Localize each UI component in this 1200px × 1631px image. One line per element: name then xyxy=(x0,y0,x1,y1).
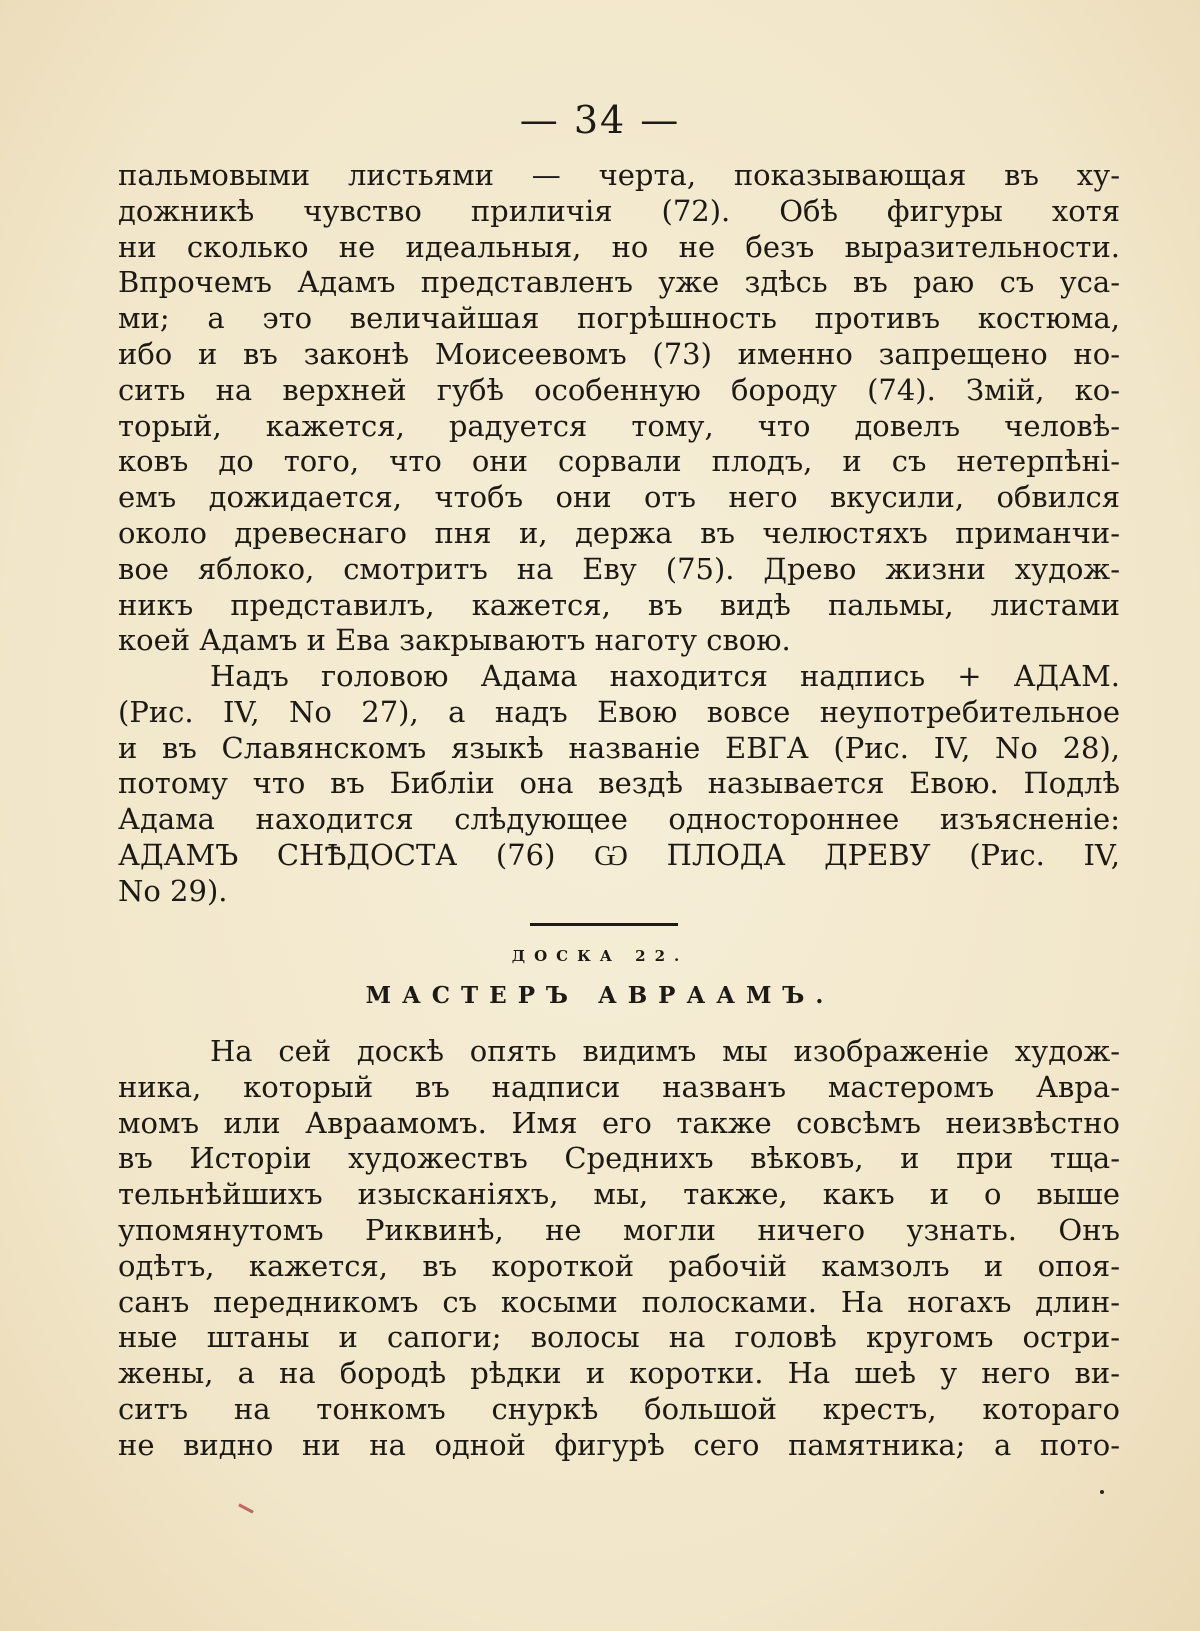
text-line: упомянутомъ Риквинѣ, не могли ничего узнать. Онъ xyxy=(118,1212,1120,1247)
paragraph-3 xyxy=(118,1034,1120,1464)
text-line: санъ передникомъ съ косыми полосками. На ногахъ длин- xyxy=(118,1284,1120,1319)
section-divider xyxy=(530,923,678,926)
paragraph-1 xyxy=(118,158,1120,659)
text-line: (Рис. IV, No 27), а надъ Евою вовсе неупотребительное xyxy=(118,694,1120,729)
text-line: дожникѣ чувство приличія (72). Обѣ фигуры хотя xyxy=(118,193,1120,228)
board-label: ДОСКА 22. xyxy=(511,947,689,965)
text-line: Надъ головою Адама находится надпись + АДАМ. xyxy=(210,659,1120,693)
text-line: ника, который въ надписи названъ мастеромъ Авра- xyxy=(118,1069,1120,1104)
text-line: въ Исторіи художествъ Среднихъ вѣковъ, и при тща- xyxy=(118,1141,1120,1176)
text-line: Адама находится слѣдующее одностороннее изъясненіе: xyxy=(118,802,1120,837)
text-line: никъ представилъ, кажется, въ видѣ пальмы, листами xyxy=(118,587,1120,622)
ink-mark xyxy=(238,1503,254,1513)
paragraph-2 xyxy=(118,659,1120,910)
text-line: сить на верхней губѣ особенную бороду (74). Змій, ко- xyxy=(118,372,1120,407)
section-title: МАСТЕРЪ АВРААМЪ. xyxy=(365,982,835,1009)
text-line: АДАМЪ СНѢДОСТА (76) Ѡ ПЛОДА ДРЕВУ (Рис. IV, xyxy=(118,837,1120,872)
text-line: одѣтъ, кажется, въ короткой рабочій камзолъ и опоя- xyxy=(118,1248,1120,1283)
text-line: не видно ни на одной фигурѣ сего памятника; а пото- xyxy=(118,1427,1120,1462)
text-line: коей Адамъ и Ева закрываютъ наготу свою. xyxy=(118,623,791,658)
text-line: и въ Славянскомъ языкѣ названіе ЕВГА (Рис. IV, No 28), xyxy=(118,730,1120,765)
text-line: No 29). xyxy=(118,873,228,908)
text-line: ситъ на тонкомъ снуркѣ большой крестъ, котораго xyxy=(118,1391,1120,1426)
text-line: Впрочемъ Адамъ представленъ уже здѣсь въ раю съ уса- xyxy=(118,265,1120,300)
text-line: ми; а это величайшая погрѣшность противъ костюма, xyxy=(118,301,1120,336)
text-line: торый, кажется, радуется тому, что довелъ человѣ- xyxy=(118,408,1120,443)
text-line: пальмовыми листьями — черта, показывающая въ ху- xyxy=(118,158,1120,192)
page-number: — 34 — xyxy=(519,98,681,142)
text-line: ни сколько не идеальныя, но не безъ выразительности. xyxy=(118,229,1120,264)
text-line: момъ или Авраамомъ. Имя его также совсѣмъ неизвѣстно xyxy=(118,1105,1120,1140)
text-line: вое яблоко, смотритъ на Еву (75). Древо жизни худож- xyxy=(118,551,1120,586)
text-line: ковъ до того, что они сорвали плодъ, и съ нетерпѣні- xyxy=(118,444,1120,479)
text-line: ибо и въ законѣ Моисеевомъ (73) именно запрещено но- xyxy=(118,336,1120,371)
text-line: тельнѣйшихъ изысканіяхъ, мы, также, какъ и о выше xyxy=(118,1177,1120,1212)
text-line: потому что въ Библіи она вездѣ называется Евою. Подлѣ xyxy=(118,766,1120,801)
text-line: ные штаны и сапоги; волосы на головѣ кругомъ остри- xyxy=(118,1320,1120,1355)
text-line: На сей доскѣ опять видимъ мы изображеніе худож- xyxy=(210,1034,1120,1068)
ink-dot xyxy=(1100,1490,1104,1494)
text-line: емъ дожидается, чтобъ они отъ него вкусили, обвился xyxy=(118,480,1120,515)
text-line: жены, а на бородѣ рѣдки и коротки. На шеѣ у него ви- xyxy=(118,1356,1120,1391)
text-line: около древеснаго пня и, держа въ челюстяхъ приманчи- xyxy=(118,515,1120,550)
